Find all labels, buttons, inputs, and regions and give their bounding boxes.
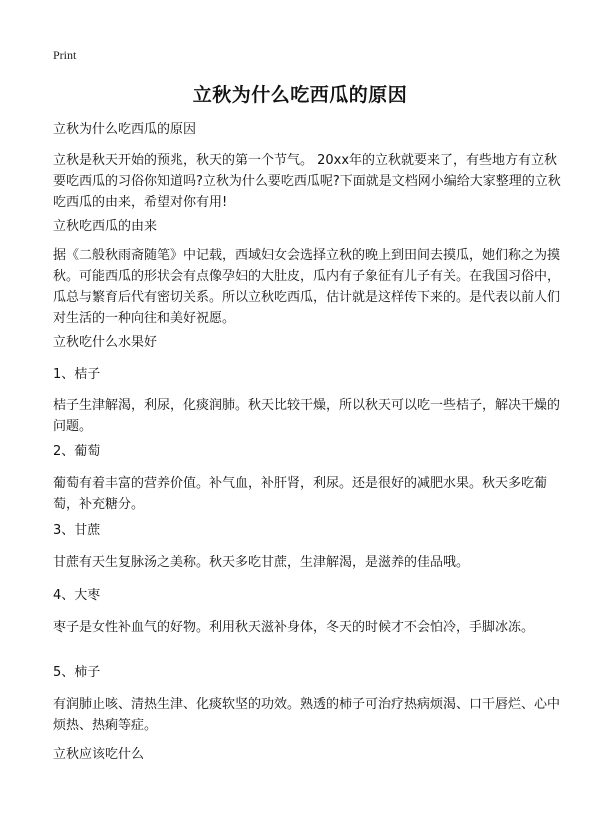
fruit-paragraph-grape: 葡萄有着丰富的营养价值。补气血，补肝肾，利尿。还是很好的减肥水果。秋天多吃葡萄，补充糖分。 xyxy=(53,476,548,512)
fruit-heading-jujube: 4、大枣 xyxy=(53,588,101,603)
fruit-heading-orange: 1、桔子 xyxy=(53,367,101,382)
fruit-paragraph-sugarcane: 甘蔗有天生复脉汤之美称。秋天多吃甘蔗，生津解渴，是滋养的佳品哦。 xyxy=(53,555,470,570)
section-heading-origin: 立秋吃西瓜的由来 xyxy=(53,219,158,234)
fruit-paragraph-orange: 桔子生津解渴，利尿，化痰润肺。秋天比较干燥，所以秋天可以吃一些桔子，解决干燥的问题。 xyxy=(53,398,561,434)
fruit-paragraph-persimmon: 有润肺止咳、清热生津、化痰软坚的功效。熟透的柿子可治疗热病烦渴、口干唇烂、心中烦热、热痢等症。 xyxy=(53,697,561,733)
fruit-heading-persimmon: 5、柿子 xyxy=(53,665,101,680)
fruit-paragraph-jujube: 枣子是女性补血气的好物。利用秋天滋补身体，冬天的时候才不会怕冷，手脚冰冻。 xyxy=(53,620,535,635)
fruit-heading-sugarcane: 3、甘蔗 xyxy=(53,523,101,538)
fruit-heading-grape: 2、葡萄 xyxy=(53,444,101,459)
section-heading-fruits: 立秋吃什么水果好 xyxy=(53,335,158,350)
intro-paragraph: 立秋是秋天开始的预兆，秋天的第一个节气。 20xx年的立秋就要来了，有些地方有立秋要吃西瓜的习俗你知道吗?立秋为什么要吃西瓜呢?下面就是文档网小编给大家整理的立秋吃西瓜的由来，希望对你有用! xyxy=(53,153,561,210)
print-label: Print xyxy=(53,48,77,62)
intro-heading: 立秋为什么吃西瓜的原因 xyxy=(53,122,197,137)
section-heading-what-to-eat: 立秋应该吃什么 xyxy=(53,747,145,762)
page-title: 立秋为什么吃西瓜的原因 xyxy=(192,84,408,106)
origin-paragraph: 据《二般秋雨斋随笔》中记载，西域妇女会选择立秋的晚上到田间去摸瓜，她们称之为摸秋。可能西瓜的形状会有点像孕妇的大肚皮，瓜内有子象征有儿子有关。在我国习俗中，瓜总与繁育后代有密切关系。所以立秋吃西瓜，估计就是这样传下来的。是代表以前人们对生活的一种向往和美好祝愿。 xyxy=(53,248,561,326)
